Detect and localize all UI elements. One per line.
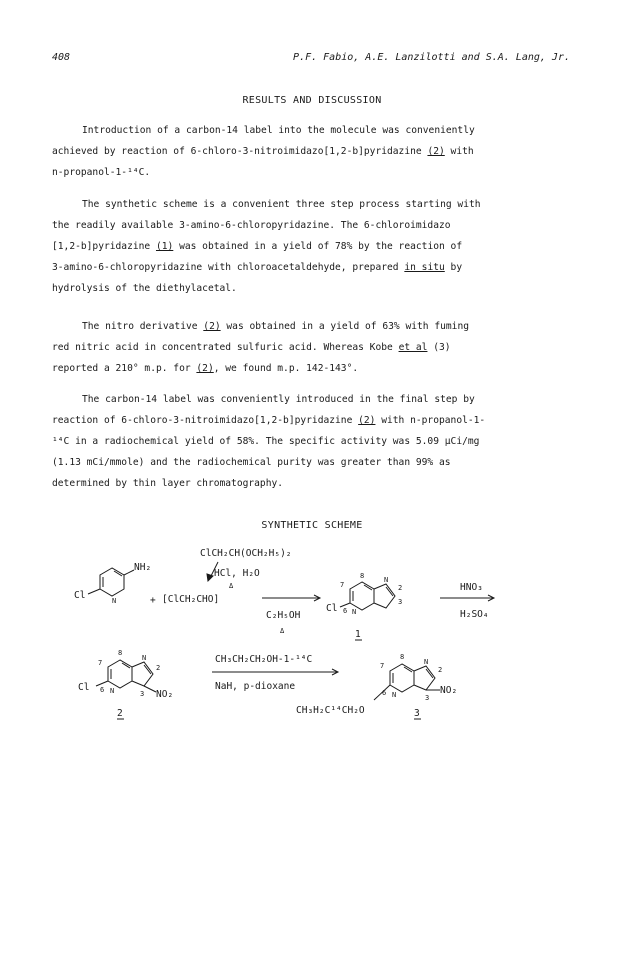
nitric-acid-reagent: HNO₃ (460, 582, 483, 593)
base-solvent-conditions: NaH, p-dioxane (215, 681, 296, 692)
text-line: ¹⁴C in a radiochemical yield of 58%. The specific activity was 5.09 µCi/mg (52, 436, 480, 447)
ring-nitrogen-label: N (424, 658, 429, 666)
ring-position-7: 7 (98, 659, 103, 667)
text-line: reported a 210° m.p. for (2), we found m.p. 142-143°. (52, 363, 359, 374)
running-header-authors: P.F. Fabio, A.E. Lanzilotti and S.A. Lang, Jr. (293, 52, 570, 63)
text-line: achieved by reaction of 6-chloro-3-nitroimidazo[1,2-b]pyridazine (2) with (52, 146, 474, 157)
ring-position-3: 3 (140, 690, 145, 698)
hydrolysis-conditions: HCl, H₂O (214, 568, 260, 579)
text-line: n-propanol-1-¹⁴C. (52, 167, 151, 178)
plus-sign: + (150, 595, 156, 606)
diethylacetal-reagent: ClCH₂CH(OCH₂H₅)₂ (200, 548, 292, 559)
sulfuric-acid-reagent: H₂SO₄ (460, 609, 489, 620)
ring-nitrogen-label: N (352, 608, 357, 616)
section-title: RESULTS AND DISCUSSION (242, 95, 382, 106)
text-line: 3-amino-6-chloropyridazine with chloroacetaldehyde, prepared in situ by (52, 262, 463, 273)
ring-position-8: 8 (400, 653, 405, 661)
aminochloropyridazine-structure (74, 562, 151, 605)
text-line: [1,2-b]pyridazine (1) was obtained in a yield of 78% by the reaction of (52, 241, 463, 252)
chloro-label: Cl (78, 682, 90, 693)
ring-nitrogen-label: N (110, 687, 115, 695)
text-line: The nitro derivative (2) was obtained in a yield of 63% with fuming (82, 321, 469, 332)
compound-1-structure (326, 572, 402, 616)
text-line: Introduction of a carbon-14 label into the molecule was conveniently (82, 125, 475, 136)
text-line: reaction of 6-chloro-3-nitroimidazo[1,2-b]pyridazine (2) with n-propanol-1- (52, 415, 486, 426)
text-line: hydrolysis of the diethylacetal. (52, 283, 237, 294)
compound-2-number: 2 (117, 708, 123, 719)
ring-nitrogen-label: N (112, 597, 117, 605)
nitro-group-label: NO₂ (440, 685, 458, 696)
compound-1-number: 1 (355, 629, 361, 640)
amino-group-label: NH₂ (134, 562, 152, 573)
ring-nitrogen-label: N (142, 654, 147, 662)
ring-position-7: 7 (380, 662, 385, 670)
ring-position-2: 2 (156, 664, 161, 672)
ring-position-3: 3 (425, 694, 430, 702)
ring-position-8: 8 (118, 649, 123, 657)
text-line: red nitric acid in concentrated sulfuric acid. Whereas Kobe et al (3) (52, 342, 451, 353)
page-number: 408 (52, 52, 71, 63)
ring-position-2: 2 (398, 584, 403, 592)
chloroacetaldehyde-label: [ClCH₂CHO] (162, 594, 220, 605)
text-line: The carbon-14 label was conveniently introduced in the final step by (82, 394, 475, 405)
ring-position-8: 8 (360, 572, 365, 580)
ring-position-2: 2 (438, 666, 443, 674)
text-line: determined by thin layer chromatography. (52, 478, 284, 489)
ring-nitrogen-label: N (384, 576, 389, 584)
ring-position-6: 6 (382, 689, 387, 697)
text-line: the readily available 3-amino-6-chloropyridazine. The 6-chloroimidazo (52, 220, 451, 231)
ring-position-7: 7 (340, 581, 345, 589)
ring-position-6: 6 (343, 607, 348, 615)
compound-3-number: 3 (414, 708, 420, 719)
compound-3-structure (374, 653, 457, 702)
nitro-group-label: NO₂ (156, 689, 174, 700)
ring-position-3: 3 (398, 598, 403, 606)
labeled-propanol-reagent: CH₃CH₂CH₂OH-1-¹⁴C (215, 654, 313, 665)
chloro-label: Cl (326, 603, 338, 614)
text-line: (1.13 mCi/mmole) and the radiochemical purity was greater than 99% as (52, 457, 451, 468)
ring-position-6: 6 (100, 686, 105, 694)
ethanol-solvent: C₂H₅OH (266, 610, 301, 621)
labeled-propoxy-group: CH₃H₂C¹⁴CH₂O (296, 705, 365, 716)
text-line: The synthetic scheme is a convenient three step process starting with (82, 199, 481, 210)
scheme-title: SYNTHETIC SCHEME (261, 520, 363, 531)
compound-2-structure (78, 649, 173, 700)
ring-nitrogen-label: N (392, 691, 397, 699)
chloro-label: Cl (74, 590, 86, 601)
heat-symbol: Δ (229, 582, 234, 590)
heat-symbol-2: Δ (280, 627, 285, 635)
